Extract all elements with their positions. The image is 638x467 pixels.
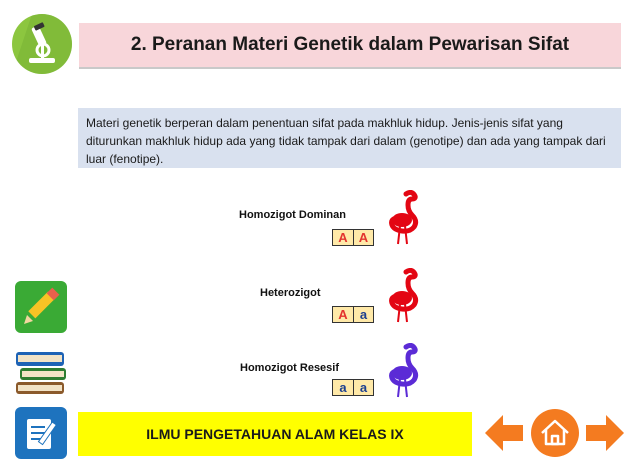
allele-pair-heterozigot [332,306,374,323]
allele-pair-homozigot-dominan [332,229,374,246]
allele: A [353,230,373,245]
page-title-bar [79,23,621,69]
allele-pair-homozigot-resesif [332,379,374,396]
genotype-label-homozigot-dominan: Homozigot Dominan [239,209,346,221]
description-text: Materi genetik berperan dalam penentuan sifat pada makhluk hidup. Jenis-jenis sifat yang diturunkan makhluk hidup ada yang tidak tampak dari dalam (genotipe) dan ada yang tampak dari luar (fenotipe). [86,116,606,166]
microscope-logo [12,14,72,74]
footer-bar [78,412,472,456]
genotype-label-homozigot-resesif: Homozigot Resesif [240,362,340,374]
microscope-icon [12,14,72,74]
allele: a [353,380,373,395]
allele: a [353,307,373,322]
notes-button[interactable] [15,407,67,459]
home-button[interactable] [530,408,580,458]
description-box [78,108,621,168]
arrow-right-icon [586,415,624,451]
footer-text: ILMU PENGETAHUAN ALAM KELAS IX [146,426,404,442]
arrow-left-icon [485,415,523,451]
page-title: 2. Peranan Materi Genetik dalam Pewarisan Sifat [130,34,570,55]
pencil-button[interactable] [15,281,67,333]
prev-button[interactable] [485,412,523,454]
next-button[interactable] [586,412,624,454]
flamingo-icon [388,343,422,399]
allele: A [333,307,353,322]
flamingo-icon [388,268,422,324]
allele: A [333,230,353,245]
allele: a [333,380,353,395]
books-icon [16,352,66,394]
genotype-label-heterozigot: Heterozigot [260,287,321,299]
books-button[interactable] [12,346,70,398]
flamingo-icon [388,190,422,246]
